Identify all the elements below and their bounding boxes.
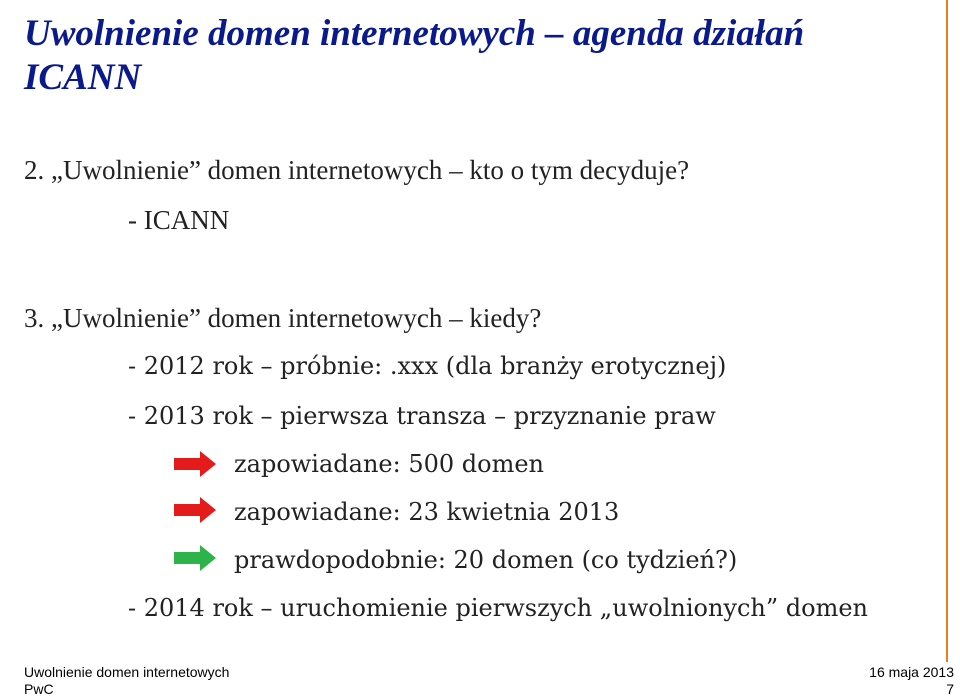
footer-company: PwC [24, 681, 54, 697]
timeline-2012: - 2012 rok – próbnie: .xxx (dla branży erotycznej) [128, 352, 727, 380]
sub-item-april-date: zapowiadane: 23 kwietnia 2013 [234, 498, 620, 526]
sub-item-500-domains: zapowiadane: 500 domen [234, 450, 545, 478]
red-arrow-icon [174, 451, 216, 477]
agenda-item-3: 3. „Uwolnienie” domen internetowych – kiedy? [24, 303, 542, 333]
timeline-2013: - 2013 rok – pierwsza transza – przyznanie praw [128, 402, 716, 430]
footer-date: 16 maja 2013 [869, 664, 954, 680]
agenda-item-2: 2. „Uwolnienie” domen internetowych – kto o tym decyduje? [24, 155, 690, 185]
accent-divider [946, 0, 948, 662]
footer-title: Uwolnienie domen internetowych [24, 664, 230, 680]
sub-item-weekly: prawdopodobnie: 20 domen (co tydzień?) [234, 546, 738, 574]
footer-page-number: 7 [946, 681, 954, 697]
timeline-2014: - 2014 rok – uruchomienie pierwszych „uwolnionych” domen [128, 594, 868, 622]
red-arrow-icon [174, 497, 216, 523]
agenda-item-2-answer: - ICANN [128, 205, 230, 235]
slide-title: Uwolnienie domen internetowych – agenda działań ICANN [24, 13, 805, 98]
green-arrow-icon [174, 545, 216, 571]
